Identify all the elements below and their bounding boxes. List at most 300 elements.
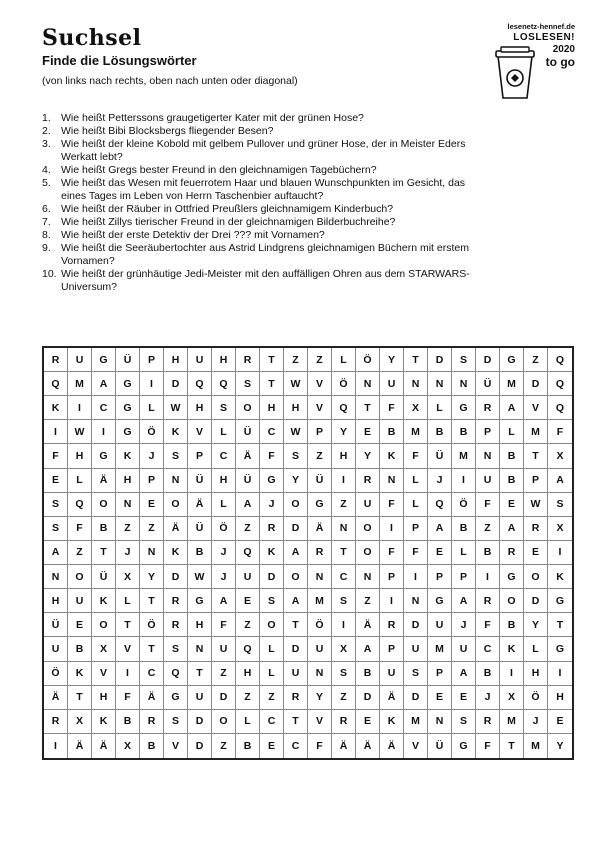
grid-cell: H bbox=[212, 348, 236, 372]
grid-cell: B bbox=[92, 517, 116, 541]
question-number: 3. bbox=[42, 138, 51, 150]
grid-cell: B bbox=[428, 420, 452, 444]
grid-cell: U bbox=[380, 662, 404, 686]
grid-cell: D bbox=[260, 565, 284, 589]
grid-cell: X bbox=[68, 710, 92, 734]
grid-cell: A bbox=[92, 372, 116, 396]
grid-cell: N bbox=[140, 541, 164, 565]
question-list bbox=[42, 112, 492, 294]
grid-cell: T bbox=[524, 444, 548, 468]
grid-cell: U bbox=[68, 589, 92, 613]
grid-cell: D bbox=[476, 348, 500, 372]
grid-cell: R bbox=[476, 396, 500, 420]
grid-cell: F bbox=[404, 444, 428, 468]
grid-cell: D bbox=[188, 710, 212, 734]
grid-cell: L bbox=[500, 420, 524, 444]
grid-cell: O bbox=[500, 589, 524, 613]
grid-cell: G bbox=[548, 589, 572, 613]
grid-cell: T bbox=[404, 348, 428, 372]
grid-cell: K bbox=[68, 662, 92, 686]
grid-cell: K bbox=[380, 710, 404, 734]
grid-cell: S bbox=[404, 662, 428, 686]
grid-cell: O bbox=[356, 517, 380, 541]
grid-cell: A bbox=[452, 589, 476, 613]
question-number: 10. bbox=[42, 268, 57, 280]
grid-cell: B bbox=[452, 420, 476, 444]
grid-cell: M bbox=[404, 710, 428, 734]
grid-cell: C bbox=[332, 565, 356, 589]
grid-cell: E bbox=[260, 734, 284, 758]
grid-cell: K bbox=[92, 710, 116, 734]
grid-cell: B bbox=[500, 469, 524, 493]
grid-cell: I bbox=[404, 565, 428, 589]
page-title: Suchsel bbox=[42, 25, 142, 51]
grid-cell: I bbox=[548, 541, 572, 565]
grid-cell: U bbox=[236, 565, 260, 589]
grid-cell: F bbox=[404, 541, 428, 565]
grid-cell: J bbox=[428, 469, 452, 493]
grid-cell: Ö bbox=[332, 372, 356, 396]
grid-cell: I bbox=[332, 613, 356, 637]
grid-cell: G bbox=[260, 469, 284, 493]
grid-cell: E bbox=[236, 589, 260, 613]
grid-cell: E bbox=[500, 493, 524, 517]
grid-cell: O bbox=[284, 493, 308, 517]
grid-cell: U bbox=[476, 469, 500, 493]
grid-cell: F bbox=[308, 734, 332, 758]
grid-cell: N bbox=[308, 565, 332, 589]
grid-cell: I bbox=[116, 662, 140, 686]
grid-cell: N bbox=[44, 565, 68, 589]
grid-cell: U bbox=[380, 372, 404, 396]
grid-cell: M bbox=[524, 734, 548, 758]
grid-cell: B bbox=[68, 637, 92, 661]
grid-cell: U bbox=[44, 637, 68, 661]
grid-cell: T bbox=[68, 686, 92, 710]
grid-cell: Q bbox=[68, 493, 92, 517]
grid-cell: X bbox=[332, 637, 356, 661]
grid-cell: S bbox=[548, 493, 572, 517]
grid-cell: J bbox=[476, 686, 500, 710]
grid-cell: D bbox=[212, 686, 236, 710]
question-text: Wie heißt Petterssons graugetigerter Kater mit der grünen Hose? bbox=[61, 112, 364, 124]
grid-cell: L bbox=[428, 396, 452, 420]
grid-cell: H bbox=[92, 686, 116, 710]
grid-cell: L bbox=[404, 493, 428, 517]
grid-cell: Ü bbox=[308, 469, 332, 493]
grid-cell: A bbox=[548, 469, 572, 493]
grid-cell: C bbox=[260, 710, 284, 734]
grid-cell: Ä bbox=[44, 686, 68, 710]
loslesen-logo bbox=[475, 22, 575, 102]
grid-cell: A bbox=[452, 662, 476, 686]
grid-cell: Ü bbox=[428, 734, 452, 758]
grid-cell: H bbox=[188, 613, 212, 637]
grid-cell: K bbox=[92, 589, 116, 613]
grid-cell: G bbox=[500, 565, 524, 589]
grid-cell: W bbox=[164, 396, 188, 420]
grid-cell: Ä bbox=[332, 734, 356, 758]
question-number: 7. bbox=[42, 216, 51, 228]
word-search-grid bbox=[42, 346, 574, 760]
grid-cell: D bbox=[524, 372, 548, 396]
grid-cell: Ä bbox=[236, 444, 260, 468]
grid-cell: N bbox=[452, 372, 476, 396]
grid-cell: Ü bbox=[44, 613, 68, 637]
grid-cell: L bbox=[68, 469, 92, 493]
grid-cell: Y bbox=[284, 469, 308, 493]
grid-cell: R bbox=[236, 348, 260, 372]
grid-cell: Y bbox=[556, 739, 564, 752]
grid-cell: H bbox=[236, 662, 260, 686]
grid-cell: S bbox=[212, 396, 236, 420]
grid-cell: H bbox=[332, 444, 356, 468]
grid-cell: L bbox=[260, 662, 284, 686]
grid-cell: M bbox=[452, 444, 476, 468]
question-item bbox=[42, 229, 492, 242]
grid-cell: Y bbox=[380, 348, 404, 372]
grid-cell: S bbox=[44, 493, 68, 517]
grid-cell: H bbox=[524, 662, 548, 686]
grid-cell: J bbox=[140, 444, 164, 468]
grid-cell: J bbox=[452, 613, 476, 637]
grid-cell: Q bbox=[332, 396, 356, 420]
grid-cell: C bbox=[260, 420, 284, 444]
grid-cell: E bbox=[68, 613, 92, 637]
grid-cell: G bbox=[188, 589, 212, 613]
grid-cell: D bbox=[524, 589, 548, 613]
grid-cell: W bbox=[68, 420, 92, 444]
grid-cell: W bbox=[524, 493, 548, 517]
grid-cell: N bbox=[116, 493, 140, 517]
grid-cell: A bbox=[356, 637, 380, 661]
grid-cell: B bbox=[380, 420, 404, 444]
question-text: Wie heißt Zillys tierischer Freund in der gleichnamigen Bilderbuchreihe? bbox=[61, 216, 396, 228]
grid-cell: N bbox=[356, 565, 380, 589]
grid-cell: Z bbox=[116, 517, 140, 541]
grid-cell: Z bbox=[524, 348, 548, 372]
grid-cell: D bbox=[188, 734, 212, 758]
grid-cell: G bbox=[308, 493, 332, 517]
grid-cell: O bbox=[356, 541, 380, 565]
grid-cell: Z bbox=[212, 662, 236, 686]
grid-cell: T bbox=[500, 734, 524, 758]
grid-cell: E bbox=[44, 469, 68, 493]
grid-cell: R bbox=[164, 613, 188, 637]
grid-cell: Ä bbox=[140, 686, 164, 710]
grid-cell: P bbox=[140, 348, 164, 372]
grid-cell: N bbox=[188, 637, 212, 661]
grid-cell: Q bbox=[44, 372, 68, 396]
grid-cell: Y bbox=[524, 613, 548, 637]
grid-cell: W bbox=[188, 565, 212, 589]
grid-cell: I bbox=[44, 734, 68, 758]
grid-cell: D bbox=[356, 686, 380, 710]
grid-cell: Ä bbox=[92, 734, 116, 758]
grid-cell: K bbox=[548, 565, 572, 589]
grid-cell: M bbox=[68, 372, 92, 396]
grid-cell: F bbox=[44, 444, 68, 468]
grid-cell: P bbox=[188, 444, 212, 468]
grid-cell: O bbox=[92, 493, 116, 517]
grid-cell: J bbox=[212, 565, 236, 589]
grid-cell: K bbox=[380, 444, 404, 468]
grid-cell: S bbox=[44, 517, 68, 541]
question-item bbox=[42, 112, 492, 125]
grid-cell: A bbox=[428, 517, 452, 541]
grid-cell: F bbox=[476, 613, 500, 637]
grid-cell: Z bbox=[236, 613, 260, 637]
grid-cell: O bbox=[284, 565, 308, 589]
grid-cell: H bbox=[548, 686, 572, 710]
grid-cell: Ü bbox=[92, 565, 116, 589]
question-number: 5. bbox=[42, 177, 51, 189]
grid-cell: D bbox=[164, 565, 188, 589]
grid-cell: B bbox=[476, 541, 500, 565]
grid-cell: M bbox=[500, 710, 524, 734]
grid-cell: T bbox=[284, 710, 308, 734]
grid-cell: V bbox=[92, 662, 116, 686]
question-number: 2. bbox=[42, 125, 51, 137]
grid-cell: L bbox=[452, 541, 476, 565]
grid-cell: Q bbox=[548, 348, 572, 372]
grid-cell: B bbox=[476, 662, 500, 686]
grid-cell: T bbox=[356, 396, 380, 420]
grid-cell: T bbox=[188, 662, 212, 686]
grid-cell: J bbox=[524, 710, 548, 734]
grid-cell: T bbox=[92, 541, 116, 565]
grid-cell: A bbox=[284, 541, 308, 565]
question-text: Wie heißt Gregs bester Freund in den gleichnamigen Tagebüchern? bbox=[61, 164, 377, 176]
question-item bbox=[42, 177, 492, 203]
grid-cell: P bbox=[428, 565, 452, 589]
grid-cell: N bbox=[308, 662, 332, 686]
grid-cell: X bbox=[116, 565, 140, 589]
grid-cell: R bbox=[44, 710, 68, 734]
grid-cell: A bbox=[500, 396, 524, 420]
grid-cell: I bbox=[68, 396, 92, 420]
grid-cell: X bbox=[92, 637, 116, 661]
grid-cell: Ü bbox=[188, 517, 212, 541]
grid-cell: X bbox=[548, 444, 572, 468]
grid-cell: I bbox=[476, 565, 500, 589]
grid-cell: E bbox=[548, 710, 572, 734]
grid-cell: Ü bbox=[116, 348, 140, 372]
grid-cell: G bbox=[116, 420, 140, 444]
grid-cell: D bbox=[404, 613, 428, 637]
instructions-text: (von links nach rechts, oben nach unten oder diagonal) bbox=[42, 75, 298, 87]
grid-cell: Z bbox=[356, 589, 380, 613]
grid-cell: X bbox=[116, 734, 140, 758]
grid-cell: H bbox=[284, 396, 308, 420]
grid-cell: H bbox=[164, 348, 188, 372]
grid-cell: Z bbox=[212, 734, 236, 758]
question-item bbox=[42, 125, 492, 138]
question-item bbox=[42, 242, 492, 268]
grid-cell: U bbox=[188, 348, 212, 372]
grid-cell: P bbox=[140, 469, 164, 493]
grid-cell: Ä bbox=[356, 734, 380, 758]
grid-cell: V bbox=[308, 710, 332, 734]
question-number: 6. bbox=[42, 203, 51, 215]
grid-cell: S bbox=[452, 710, 476, 734]
question-number: 1. bbox=[42, 112, 51, 124]
grid-cell: H bbox=[68, 444, 92, 468]
grid-cell: T bbox=[332, 541, 356, 565]
grid-cell: G bbox=[116, 372, 140, 396]
grid-cell: G bbox=[452, 734, 476, 758]
grid-cell: A bbox=[284, 589, 308, 613]
grid-cell: X bbox=[548, 517, 572, 541]
grid-cell: J bbox=[260, 493, 284, 517]
grid-cell: L bbox=[260, 637, 284, 661]
grid-cell: Ä bbox=[92, 469, 116, 493]
grid-cell: Ö bbox=[356, 348, 380, 372]
grid-cell: Ü bbox=[188, 469, 212, 493]
grid-cell: T bbox=[140, 589, 164, 613]
grid-cell: B bbox=[452, 517, 476, 541]
grid-cell: R bbox=[524, 517, 548, 541]
grid-cell: Z bbox=[284, 348, 308, 372]
grid-cell: H bbox=[116, 469, 140, 493]
grid-cell: J bbox=[116, 541, 140, 565]
grid-cell: Ä bbox=[188, 493, 212, 517]
grid-cell: R bbox=[332, 710, 356, 734]
grid-cell: C bbox=[284, 734, 308, 758]
grid-cell: Ö bbox=[452, 493, 476, 517]
grid-cell: B bbox=[500, 444, 524, 468]
grid-cell: I bbox=[500, 662, 524, 686]
grid-cell: N bbox=[164, 469, 188, 493]
grid-cell: F bbox=[476, 734, 500, 758]
grid-cell: F bbox=[476, 493, 500, 517]
grid-cell: U bbox=[356, 493, 380, 517]
grid-cell: G bbox=[92, 348, 116, 372]
grid-cell: P bbox=[308, 420, 332, 444]
grid-cell: Ö bbox=[140, 420, 164, 444]
grid-cell: F bbox=[548, 420, 572, 444]
grid-cell: Q bbox=[212, 372, 236, 396]
grid-cell: G bbox=[92, 444, 116, 468]
grid-cell: A bbox=[236, 493, 260, 517]
grid-cell: E bbox=[524, 541, 548, 565]
grid-cell: N bbox=[332, 517, 356, 541]
grid-cell: H bbox=[212, 469, 236, 493]
grid-cell: F bbox=[380, 541, 404, 565]
grid-cell: T bbox=[116, 613, 140, 637]
grid-cell: Q bbox=[236, 541, 260, 565]
grid-cell: F bbox=[380, 396, 404, 420]
grid-cell: U bbox=[308, 637, 332, 661]
grid-cell: Z bbox=[308, 348, 332, 372]
grid-cell: O bbox=[236, 396, 260, 420]
grid-cell: B bbox=[116, 710, 140, 734]
grid-cell: S bbox=[452, 348, 476, 372]
grid-cell: S bbox=[332, 662, 356, 686]
grid-cell: Q bbox=[428, 493, 452, 517]
grid-cell: W bbox=[284, 372, 308, 396]
grid-cell: E bbox=[356, 710, 380, 734]
grid-cell: R bbox=[140, 710, 164, 734]
grid-cell: L bbox=[332, 348, 356, 372]
grid-cell: W bbox=[284, 420, 308, 444]
grid-cell: K bbox=[260, 541, 284, 565]
grid-cell: T bbox=[260, 372, 284, 396]
grid-cell: N bbox=[428, 372, 452, 396]
grid-cell: R bbox=[476, 710, 500, 734]
grid-cell: L bbox=[212, 420, 236, 444]
grid-cell: M bbox=[308, 589, 332, 613]
grid-cell: D bbox=[284, 637, 308, 661]
grid-cell: O bbox=[92, 613, 116, 637]
logo-brand: LOSLESEN! bbox=[513, 32, 575, 43]
question-item bbox=[42, 203, 492, 216]
grid-cell: Z bbox=[332, 493, 356, 517]
grid-cell: G bbox=[452, 396, 476, 420]
question-item bbox=[42, 268, 492, 294]
grid-cell: H bbox=[44, 589, 68, 613]
question-text: Wie heißt der grünhäutige Jedi-Meister mit den auffälligen Ohren aus dem STARWARS-Universum? bbox=[61, 268, 470, 293]
grid-cell: V bbox=[404, 734, 428, 758]
grid-cell: Q bbox=[164, 662, 188, 686]
grid-cell: Ä bbox=[380, 734, 404, 758]
grid-cell: O bbox=[164, 493, 188, 517]
grid-cell: H bbox=[188, 396, 212, 420]
grid-cell: B bbox=[356, 662, 380, 686]
question-text: Wie heißt die Seeräubertochter aus Astrid Lindgrens gleichnamigen Büchern mit erstem Vornamen? bbox=[61, 242, 469, 267]
grid-cell: V bbox=[308, 372, 332, 396]
grid-cell: G bbox=[500, 348, 524, 372]
question-number: 8. bbox=[42, 229, 51, 241]
grid-cell: E bbox=[428, 541, 452, 565]
grid-cell: A bbox=[500, 517, 524, 541]
grid-cell: P bbox=[380, 637, 404, 661]
grid-cell: J bbox=[212, 541, 236, 565]
grid-cell: N bbox=[356, 372, 380, 396]
grid-cell: I bbox=[140, 372, 164, 396]
grid-cell: V bbox=[524, 396, 548, 420]
grid-cell: M bbox=[500, 372, 524, 396]
grid-cell: I bbox=[380, 589, 404, 613]
grid-cell: Z bbox=[68, 541, 92, 565]
grid-cell: Y bbox=[140, 565, 164, 589]
grid-cell: C bbox=[476, 637, 500, 661]
grid-cell: K bbox=[44, 396, 68, 420]
grid-cell: B bbox=[236, 734, 260, 758]
grid-cell: U bbox=[428, 613, 452, 637]
grid-cell: E bbox=[428, 686, 452, 710]
grid-cell: R bbox=[356, 469, 380, 493]
question-text: Wie heißt der erste Detektiv der Drei ??? mit Vornamen? bbox=[61, 229, 325, 241]
grid-cell: F bbox=[260, 444, 284, 468]
grid-cell: N bbox=[476, 444, 500, 468]
question-text: Wie heißt das Wesen mit feuerrotem Haar und blauen Wunschpunkten im Gesicht, das eines Tages im Leben von Herrn Taschenbier auftaucht? bbox=[61, 177, 466, 202]
grid-cell: D bbox=[404, 686, 428, 710]
grid-cell: D bbox=[428, 348, 452, 372]
grid-cell: S bbox=[164, 710, 188, 734]
grid-cell: Ö bbox=[308, 613, 332, 637]
grid-cell: V bbox=[164, 734, 188, 758]
grid-cell: M bbox=[428, 637, 452, 661]
grid-cell: L bbox=[524, 637, 548, 661]
grid-cell: L bbox=[140, 396, 164, 420]
grid-cell: R bbox=[476, 589, 500, 613]
grid-cell: O bbox=[260, 613, 284, 637]
grid-cell: Ü bbox=[236, 469, 260, 493]
grid-cell: M bbox=[524, 420, 548, 444]
grid-cell: N bbox=[380, 469, 404, 493]
page-subtitle: Finde die Lösungswörter bbox=[42, 53, 197, 68]
